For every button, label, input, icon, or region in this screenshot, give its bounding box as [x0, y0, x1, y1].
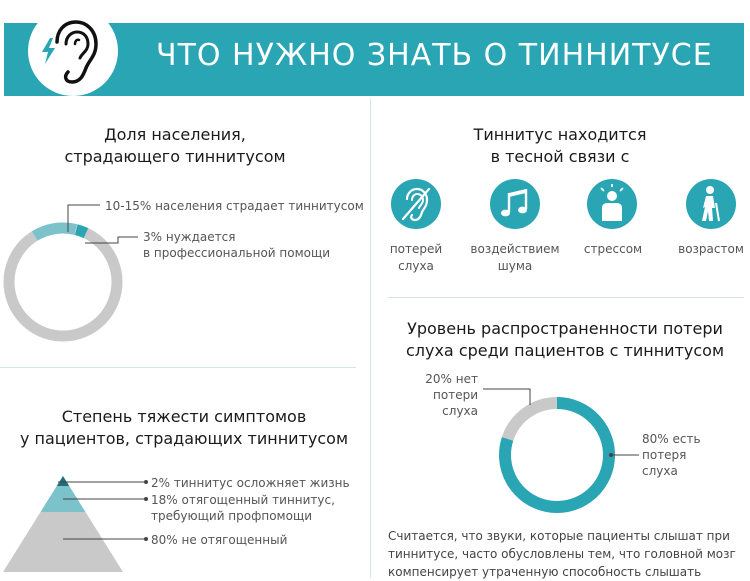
hearing-title-line2: слуха среди пациентов с тиннитусом	[405, 341, 725, 360]
footnote-line2: тиннитусе, часто обусловлены тем, что головной мозг	[388, 547, 736, 561]
population-label-2-line1: 3% нуждается	[143, 230, 236, 244]
hearing-label-yes-line1: 80% есть	[642, 432, 701, 446]
hearing-label-yes-line3: слуха	[642, 464, 678, 478]
hearing-label-no	[394, 371, 478, 419]
assoc-label-hearing-loss-line2: слуха	[398, 259, 434, 273]
population-title-line2: страдающего тиннитусом	[64, 147, 286, 166]
assoc-label-noise-line2: шума	[497, 259, 533, 273]
hearing-label-no-line2: потери слуха	[433, 388, 478, 418]
severity-title-line2: у пациентов, страдающих тиннитусом	[19, 429, 349, 448]
page-title: ЧТО НУЖНО ЗНАТЬ О ТИННИТУСЕ	[156, 38, 713, 73]
severity-label-2-line1: 18% отягощенный тиннитус,	[151, 493, 335, 507]
hearing-title-line1: Уровень распространенности потери	[407, 319, 723, 338]
hearing-dot-yes	[609, 453, 613, 457]
association-title-line1: Тиннитус находится	[473, 125, 647, 144]
severity-label-2-line2: требующий профпомощи	[151, 509, 313, 523]
population-title-line1: Доля населения,	[104, 125, 246, 144]
footnote-line1: Считается, что звуки, которые пациенты слышат при	[388, 529, 730, 543]
hearing-leader-no	[483, 389, 530, 405]
assoc-label-noise-line1: воздействием	[470, 242, 560, 256]
population-label-2-line2: в профессиональной помощи	[143, 246, 331, 260]
severity-label-3: 80% не отягощенный	[151, 533, 288, 547]
assoc-label-age-line1: возрастом	[678, 242, 744, 256]
hearing-label-yes	[642, 431, 701, 479]
footnote	[388, 527, 740, 581]
severity-label-1: 2% тиннитус осложняет жизнь	[151, 476, 350, 490]
population-label-1: 10-15% населения страдает тиннитусом	[105, 199, 364, 213]
footnote-line3: компенсирует утраченную способность слышать	[388, 565, 702, 579]
severity-title-line1: Степень тяжести симптомов	[61, 407, 307, 426]
assoc-label-hearing-loss-line1: потерей	[389, 242, 443, 256]
hearing-label-no-line1: 20% нет	[425, 372, 478, 386]
hearing-arc-no-loss	[508, 403, 557, 439]
assoc-label-stress-line1: стрессом	[583, 242, 643, 256]
association-title-line2: в тесной связи с	[490, 147, 630, 166]
hearing-label-yes-line2: потеря	[642, 448, 687, 462]
